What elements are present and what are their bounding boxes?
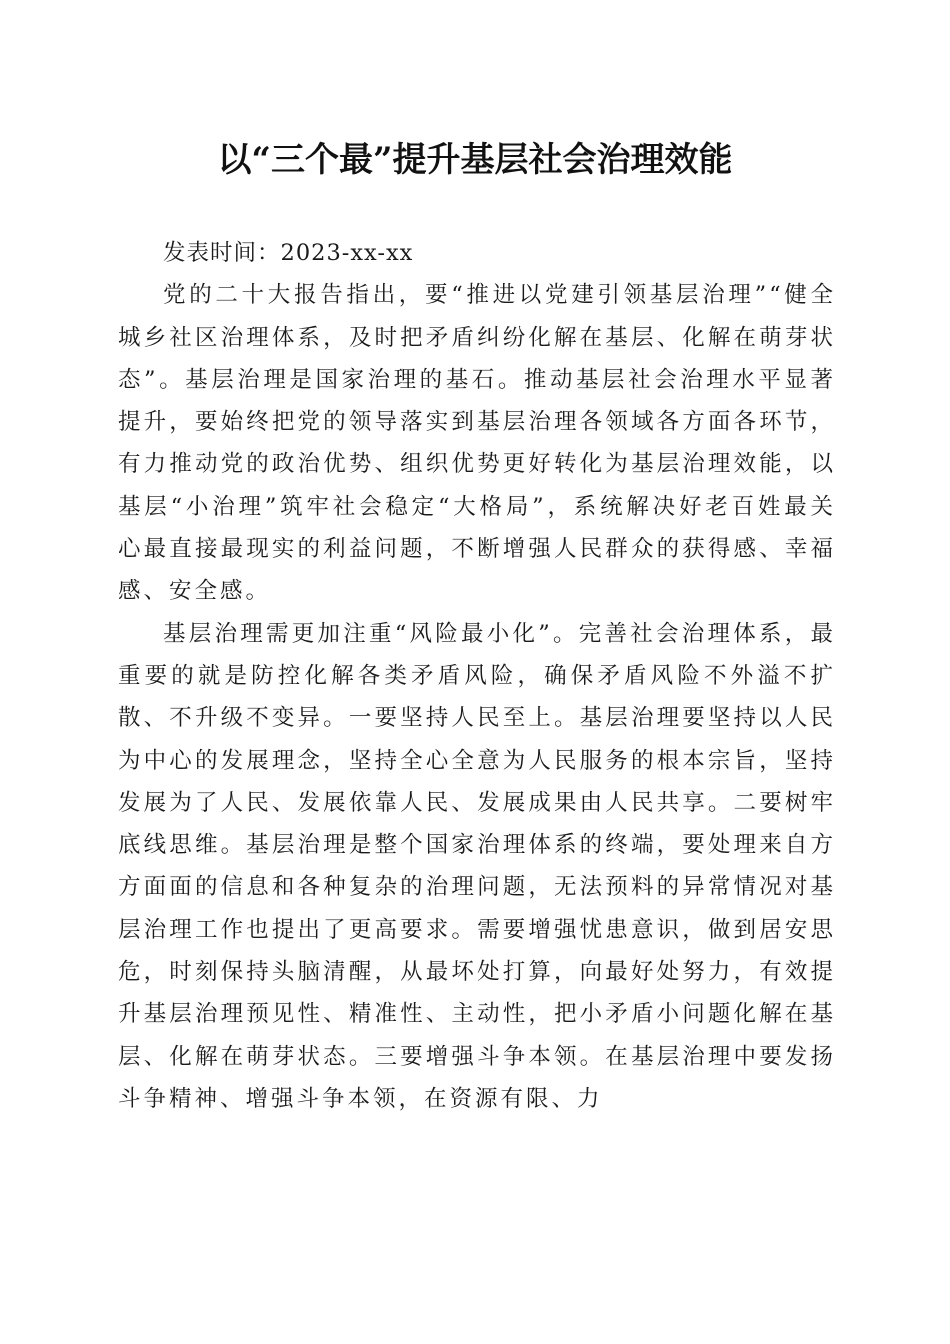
publish-date-line: 发表时间：2023-xx-xx — [163, 240, 414, 266]
document-title: 以“三个最”提升基层社会治理效能 — [217, 140, 733, 180]
paragraph-2: 基层治理需更加注重“风险最小化”。完善社会治理体系，最重要的就是防控化解各类矛盾风险，确保矛盾风险不外溢不扩散、不升级不变异。一要坚持人民至上。基层治理要坚持以人民为中心的发展理念，坚持全心全意为人民服务的根本宗旨，坚持发展为了人民、发展依靠人民、发展成果由人民共享。二要树牢底线思维。基层治理是整个国家治理体系的终端，要处理来自方方面面的信息和各种复杂的治理问题，无法预料的异常情况对基层治理工作也提出了更高要求。需要增强忧患意识，做到居安思危，时刻保持头脑清醒，从最坏处打算，向最好处努力，有效提升基层治理预见性、精准性、主动性，把小矛盾小问题化解在基层、化解在萌芽状态。三要增强斗争本领。在基层治理中要发扬斗争精神、增强斗争本领，在资源有限、力 — [118, 620, 836, 1112]
paragraph-1: 党的二十大报告指出，要“推进以党建引领基层治理”“健全城乡社区治理体系，及时把矛盾纠纷化解在基层、化解在萌芽状态”。基层治理是国家治理的基石。推动基层社会治理水平显著提升，要始终把党的领导落实到基层治理各领域各方面各环节，有力推动党的政治优势、组织优势更好转化为基层治理效能，以基层“小治理”筑牢社会稳定“大格局”，系统解决好老百姓最关心最直接最现实的利益问题，不断增强人民群众的获得感、幸福感、安全感。 — [118, 282, 836, 605]
document-body — [118, 232, 836, 1120]
